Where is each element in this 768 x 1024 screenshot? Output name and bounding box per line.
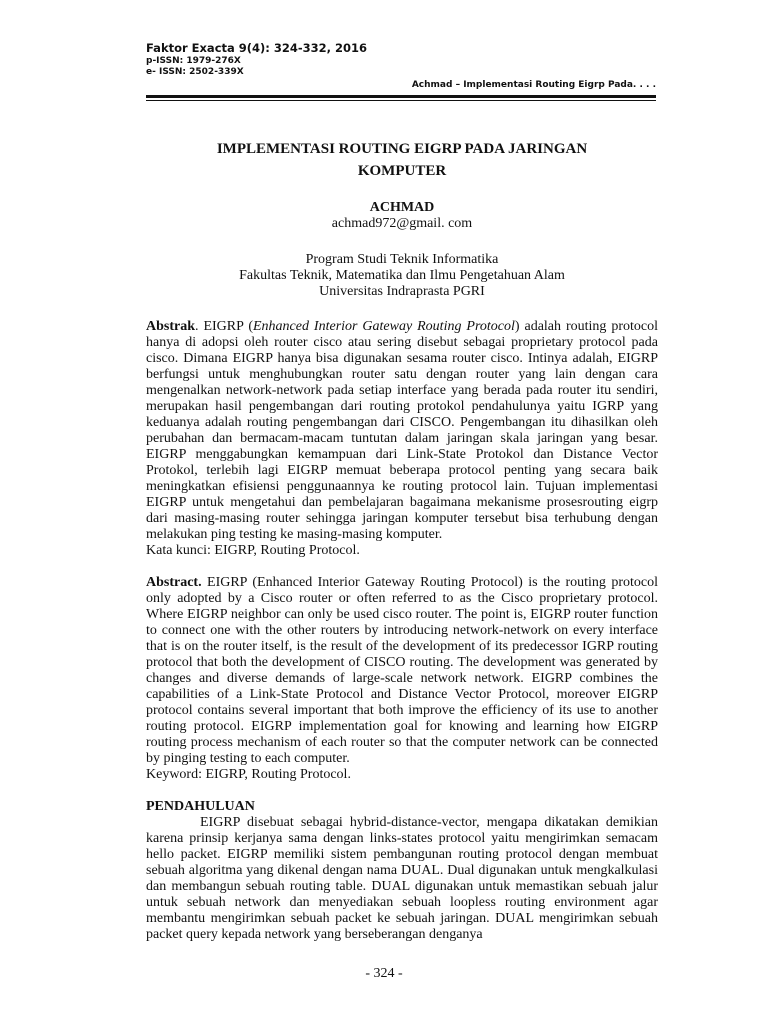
abstrak-paragraph [146, 319, 658, 543]
pendahuluan-paragraph: EIGRP disebuat sebagai hybrid-distance-vector, mengapa dikatakan demikian karena prinsip kerjanya sama dengan links-states protocol yaitu mengirimkan semacam hello packet. EIGRP memiliki sistem pembangunan routing protocol dengan membuat sebuah algoritma yang dikenal dengan nama DUAL. Dual digunakan untuk mengkalkulasi dan membangun sebuah routing table. DUAL digunakan untuk memastikan sebuah jalur untuk sebuah network dan menyediakan sebuah loopless routing environment agar membantu mengirimkan sebuah packet ke sebuah jaringan. DUAL mengirimkan sebuah packet query kepada network yang berseberangan denganya [146, 815, 658, 942]
section-heading-pendahuluan: PENDAHULUAN [146, 799, 255, 814]
header-rule-thick [146, 95, 656, 98]
abstrak-italic-term: Enhanced Interior Gateway Routing Protocol [253, 319, 515, 334]
affiliation [146, 252, 658, 300]
article-body [146, 138, 658, 943]
abstract-label: Abstract. [146, 575, 202, 590]
kata-kunci: Kata kunci: EIGRP, Routing Protocol. [146, 543, 360, 558]
author-email: achmad972@gmail. com [331, 216, 473, 231]
article-title [146, 138, 658, 182]
affiliation-program: Program Studi Teknik Informatika [305, 252, 499, 267]
abstract-body: EIGRP (Enhanced Interior Gateway Routing Protocol) is the routing protocol only adopted by a Cisco router or often referred to as the Cisco proprietary protocol. Where EIGRP neighbor can only be used cisco router. The point is, EIGRP router function to connect one with the other routers by introducing network-network on every interface that is on the router itself, is the result of the development of its predecessor IGRP routing protocol that both the development of CISCO routing. The development was generated by changes and diverse demands of large-scale network network. EIGRP combines the capabilities of a Link-State Protocol and Distance Vector Protocol, moreover EIGRP protocol contains several important that both improve the efficiency of its use to another routing protocol. EIGRP implementation goal for knowing and learning how EIGRP routing process mechanism of each router so that the computer network can be connected by pinging testing to each computer. [146, 575, 658, 766]
journal-citation: Faktor Exacta 9(4): 324-332, 2016 [146, 41, 368, 55]
running-head: Achmad – Implementasi Routing Eigrp Pada. . . . [411, 80, 656, 90]
abstrak-body: ) adalah routing protocol hanya di adopsi oleh router cisco atau sering disebut sebagai proprietary protocol pada cisco. Dimana EIGRP hanya bisa digunakan sesama router cisco. Intinya adalah, EIGRP berfungsi untuk menghubungkan router satu dengan router yang lain dengan cara mengenalkan network-network pada setiap interface yang berada pada router itu sendiri, merupakan hasil pengembangan dari routing protokol pendahulunya yaitu IGRP yang keduanya adalah routing pengembangan dari CISCO. Pengembangan itu dihasilkan oleh perubahan dan bermacam-macam tuntutan dalam jaringan skala jaringan yang besar. EIGRP menggabungkan kemampuan dari Link-State Protokol dan Distance Vector Protokol, terlebih lagi EIGRP memuat beberapa protocol penting yang secara baik meningkatkan efisiensi penggunaannya ke routing protocol lain. Tujuan implementasi EIGRP untuk mengetahui dan pembelajaran bagaimana mekanisme prosesrouting eigrp dari masing-masing router sehingga jaringan komputer tersebut bisa terhubung dengan melakukan ping testing ke masing-masing komputer. [146, 319, 658, 542]
header-rule-thin [146, 100, 656, 101]
keyword-line: Keyword: EIGRP, Routing Protocol. [146, 767, 351, 782]
affiliation-university: Universitas Indraprasta PGRI [319, 284, 485, 299]
abstract-paragraph [146, 575, 658, 767]
title-line-2: KOMPUTER [357, 163, 447, 179]
electronic-issn: e- ISSN: 2502-339X [146, 66, 244, 77]
title-line-1: IMPLEMENTASI ROUTING EIGRP PADA JARINGAN [216, 141, 588, 157]
page-number: - 324 - [365, 966, 403, 981]
abstrak-pre: . EIGRP ( [195, 319, 253, 334]
abstrak-label: Abstrak [146, 319, 196, 334]
author-name: ACHMAD [369, 200, 435, 215]
journal-meta [146, 42, 367, 77]
affiliation-faculty: Fakultas Teknik, Matematika dan Ilmu Pengetahuan Alam [239, 268, 565, 283]
print-issn: p-ISSN: 1979-276X [146, 55, 241, 66]
